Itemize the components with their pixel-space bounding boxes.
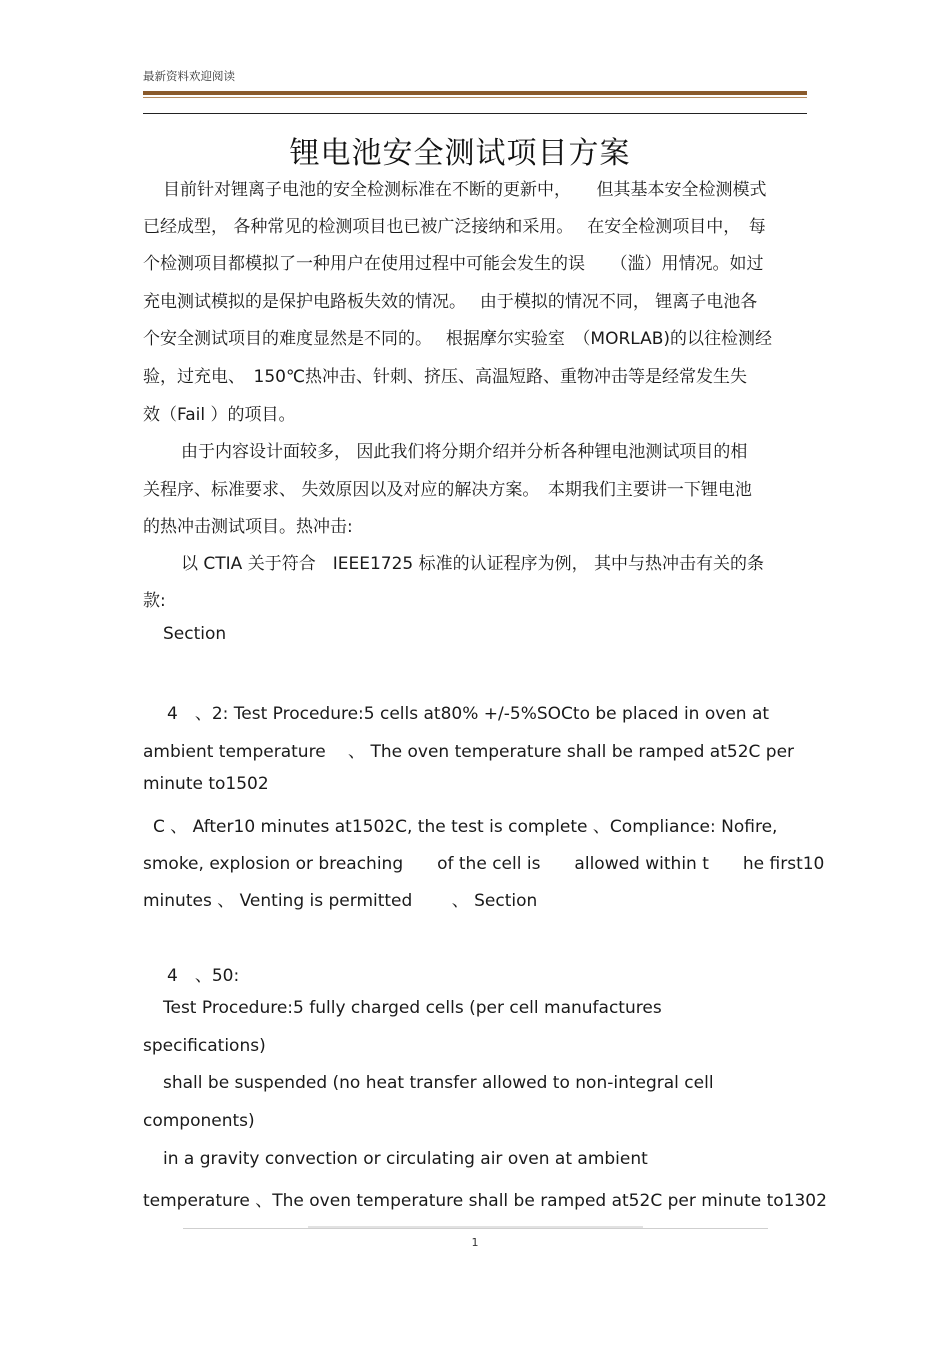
section-text-line: minute to1502 bbox=[143, 774, 269, 794]
section-text-line: specifications) bbox=[143, 1036, 266, 1056]
paragraph-line: 已经成型， 各种常见的检测项目也已被广泛接纳和采用。 在安全检测项目中， 每 bbox=[143, 217, 766, 237]
header-rule-thick bbox=[143, 91, 807, 95]
paragraph-line: 以 CTIA 关于符合 IEEE1725 标准的认证程序为例， 其中与热冲击有关的条 bbox=[181, 554, 765, 574]
section-text-line: temperature 、The oven temperature shall be ramped at52C per minute to1302 bbox=[143, 1191, 827, 1211]
header-rule-dark bbox=[143, 113, 807, 114]
paragraph-line: 的热冲击测试项目。热冲击: bbox=[143, 517, 353, 537]
section-text-line: components) bbox=[143, 1111, 255, 1131]
header-rule-thin bbox=[143, 97, 807, 98]
page-number: 1 bbox=[471, 1236, 479, 1249]
paragraph-line: 验，过充电、 150℃热冲击、针刺、挤压、高温短路、重物冲击等是经常发生失 bbox=[143, 367, 748, 387]
section-text-line: 4 、2: Test Procedure:5 cells at80% +/-5%SOCto be placed in oven at bbox=[167, 704, 770, 724]
footer-rule bbox=[183, 1228, 768, 1229]
paragraph-line: 效（Fail ）的项目。 bbox=[143, 405, 296, 425]
section-text-line: C 、 After10 minutes at1502C, the test is complete 、Compliance: Nofire, bbox=[153, 817, 778, 837]
paragraph-line: 个安全测试项目的难度显然是不同的。 根据摩尔实验室 （MORLAB)的以往检测经 bbox=[143, 329, 773, 349]
paragraph-line: 个检测项目都模拟了一种用户在使用过程中可能会发生的误 （滥）用情况。如过 bbox=[143, 254, 764, 274]
paragraph-line: 由于内容设计面较多， 因此我们将分期介绍并分析各种锂电池测试项目的相 bbox=[181, 442, 748, 462]
section-number: 4 、50: bbox=[167, 966, 240, 986]
page-header-text: 最新资料欢迎阅读 bbox=[143, 69, 235, 83]
section-label: Section bbox=[163, 624, 227, 644]
paragraph-line: 充电测试模拟的是保护电路板失效的情况。 由于模拟的情况不同， 锂离子电池各 bbox=[143, 292, 758, 312]
section-text-line: smoke, explosion or breaching of the cell is allowed within t he first10 bbox=[143, 854, 825, 874]
section-text-line: ambient temperature 、 The oven temperature shall be ramped at52C per bbox=[143, 742, 795, 762]
paragraph-line: 目前针对锂离子电池的安全检测标准在不断的更新中， 但其基本安全检测模式 bbox=[163, 180, 767, 200]
paragraph-line: 关程序、标准要求、 失效原因以及对应的解决方案。 本期我们主要讲一下锂电池 bbox=[143, 480, 752, 500]
section-text-line: in a gravity convection or circulating air oven at ambient bbox=[163, 1149, 648, 1169]
paragraph-line: 款: bbox=[143, 591, 166, 611]
section-text-line: minutes 、 Venting is permitted 、 Section bbox=[143, 891, 538, 911]
section-text-line: Test Procedure:5 fully charged cells (per cell manufactures bbox=[163, 998, 662, 1018]
document-title: 锂电池安全测试项目方案 bbox=[289, 136, 631, 171]
section-text-line: shall be suspended (no heat transfer allowed to non-integral cell bbox=[163, 1073, 714, 1093]
